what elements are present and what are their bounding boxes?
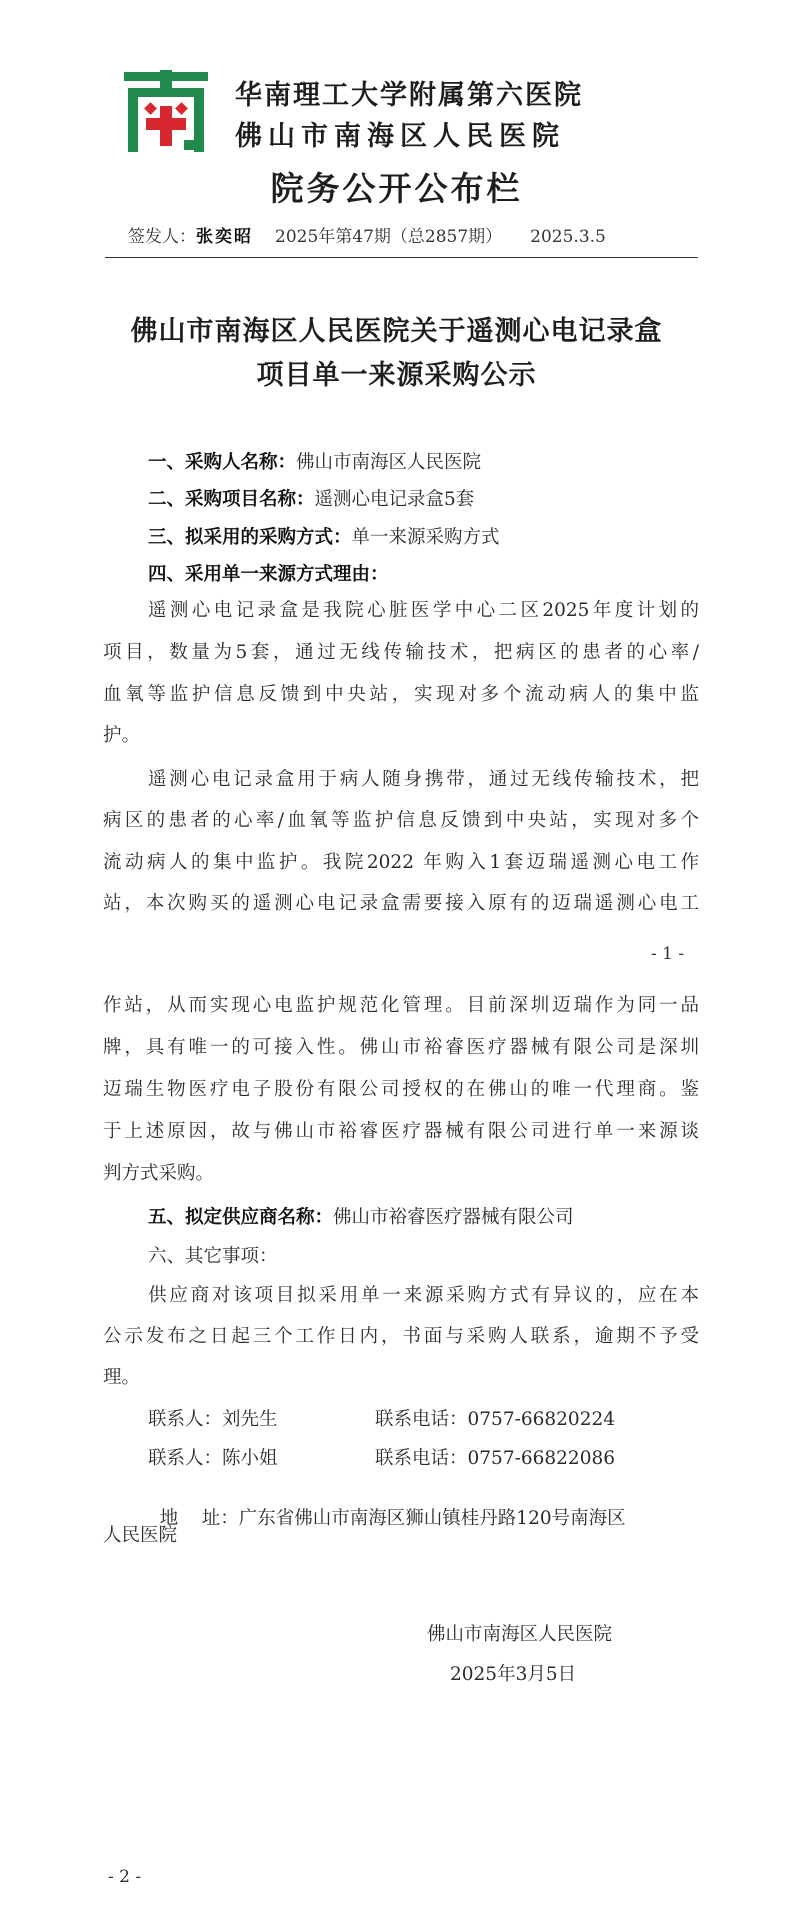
project-value: 遥测心电记录盒5套 xyxy=(314,489,475,510)
paragraph-line: 站，本次购买的遥测心电记录盒需要接入原有的迈瑞遥测心电工 xyxy=(103,893,699,914)
supplier-value: 佛山市裕睿医疗器械有限公司 xyxy=(333,1207,574,1228)
contact-phone: 0757-66820224 xyxy=(467,1409,616,1430)
contact-row xyxy=(148,1405,278,1431)
address-continuation: 人民医院 xyxy=(103,1525,178,1546)
address-row xyxy=(148,1483,626,1530)
supplier-label: 五、拟定供应商名称： xyxy=(148,1207,334,1228)
signer-name: 张奕昭 xyxy=(196,227,253,247)
issue-line xyxy=(128,222,606,247)
purchaser-label: 一、采购人名称： xyxy=(148,452,297,473)
other-item-label: 六、其它事项： xyxy=(148,1246,278,1267)
method-value: 单一来源采购方式 xyxy=(351,527,500,548)
signer-label: 签发人： xyxy=(128,227,196,247)
paragraph-line: 判方式采购。 xyxy=(103,1163,215,1184)
purchaser-value: 佛山市南海区人民医院 xyxy=(296,452,482,473)
hospital-logo xyxy=(122,70,210,154)
paragraph-line: 供应商对该项目拟采用单一来源采购方式有异议的，应在本 xyxy=(148,1285,699,1306)
header-divider xyxy=(105,257,698,258)
contact-person: 陈小姐 xyxy=(222,1448,278,1469)
project-label: 二、采购项目名称： xyxy=(148,489,315,510)
paragraph-line: 项目，数量为5套，通过无线传输技术，把病区的患者的心率/ xyxy=(103,642,699,663)
hospital-name-secondary: 佛山市南海区人民医院 xyxy=(235,121,565,152)
paragraph-line: 作站，从而实现心电监护规范化管理。目前深圳迈瑞作为同一品 xyxy=(103,995,699,1016)
method-item xyxy=(148,523,500,549)
paragraph-line: 流动病人的集中监护。我院2022 年购入1套迈瑞遥测心电工作 xyxy=(103,852,699,873)
purchaser-item xyxy=(148,448,481,474)
board-title: 院务公开公布栏 xyxy=(270,169,523,208)
notice-title-line2: 项目单一来源采购公示 xyxy=(256,360,537,391)
paragraph-line: 牌，具有唯一的可接入性。佛山市裕睿医疗器械有限公司是深圳 xyxy=(103,1037,699,1058)
contact-phone-label: 联系电话： xyxy=(375,1409,468,1430)
contact-person-label: 联系人： xyxy=(148,1409,223,1430)
supplier-item xyxy=(148,1203,574,1229)
paragraph-line: 血氧等监护信息反馈到中央站，实现对多个流动病人的集中监 xyxy=(103,684,699,705)
hospital-name-primary: 华南理工大学附属第六医院 xyxy=(235,80,583,111)
address-label: 地 址： xyxy=(159,1508,239,1529)
paragraph-line: 公示发布之日起三个工作日内，书面与采购人联系，逾期不予受 xyxy=(103,1326,699,1347)
paragraph-line: 病区的患者的心率/血氧等监护信息反馈到中央站，实现对多个 xyxy=(103,810,699,831)
signature-date: 2025年3月5日 xyxy=(450,1664,577,1685)
paragraph-line: 迈瑞生物医疗电子股份有限公司授权的在佛山的唯一代理商。鉴 xyxy=(103,1079,699,1100)
page-number: - 1 - xyxy=(651,944,685,964)
paragraph-line: 遥测心电记录盒用于病人随身携带，通过无线传输技术，把 xyxy=(148,769,699,790)
issue-date: 2025.3.5 xyxy=(530,227,606,247)
signature-org: 佛山市南海区人民医院 xyxy=(427,1624,613,1645)
contact-row xyxy=(148,1444,278,1470)
paragraph-line: 理。 xyxy=(103,1367,141,1388)
reason-label: 四、采用单一来源方式理由： xyxy=(148,564,389,585)
contact-phone-row xyxy=(375,1444,615,1470)
paragraph-line: 遥测心电记录盒是我院心脏医学中心二区2025年度计划的 xyxy=(148,600,699,621)
address-value: 广东省佛山市南海区狮山镇桂丹路120号南海区 xyxy=(238,1508,626,1529)
paragraph-line: 于上述原因，故与佛山市裕睿医疗器械有限公司进行单一来源谈 xyxy=(103,1121,699,1142)
reason-item xyxy=(148,560,389,586)
contact-phone: 0757-66822086 xyxy=(467,1448,616,1469)
notice-title-line1: 佛山市南海区人民医院关于遥测心电记录盒 xyxy=(130,316,663,347)
issue-number: 2025年第47期（总2857期） xyxy=(275,227,503,247)
paragraph-line: 护。 xyxy=(103,725,141,746)
contact-phone-label: 联系电话： xyxy=(375,1448,468,1469)
method-label: 三、拟采用的采购方式： xyxy=(148,527,352,548)
page-number: - 2 - xyxy=(108,1867,142,1887)
contact-person: 刘先生 xyxy=(222,1409,278,1430)
contact-phone-row xyxy=(375,1405,615,1431)
project-item xyxy=(148,485,474,511)
contact-person-label: 联系人： xyxy=(148,1448,223,1469)
